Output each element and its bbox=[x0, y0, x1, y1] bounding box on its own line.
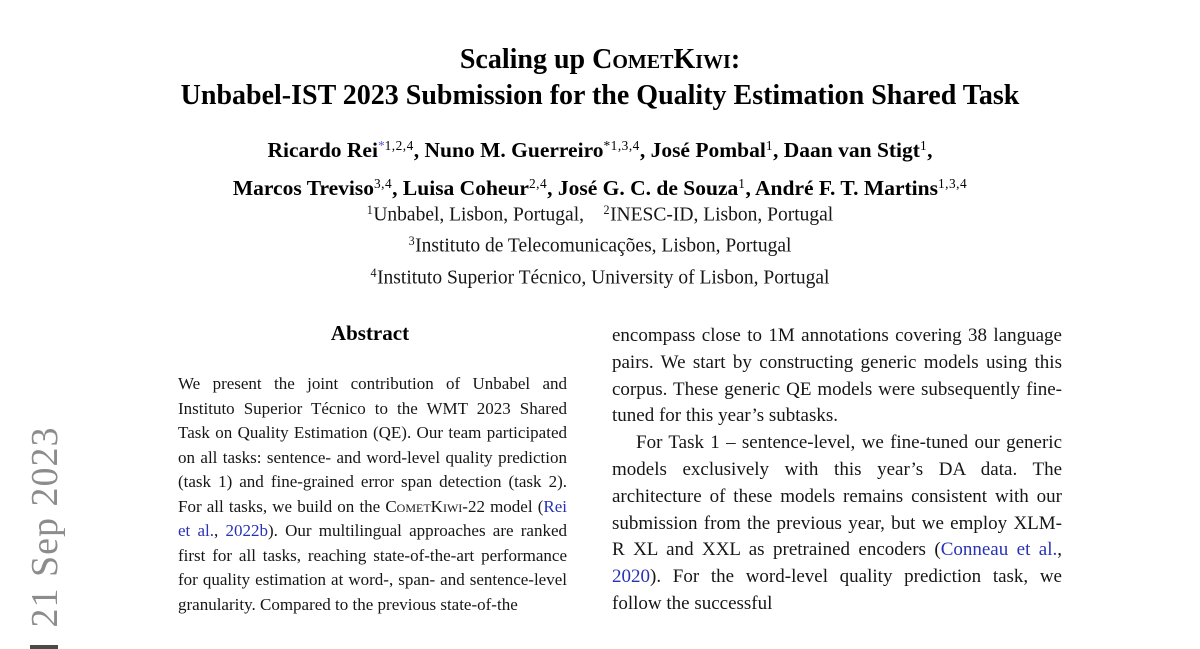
text-segment: We present the joint contribution of Unbabel and Instituto Superior Técnico to the WMT 2023 Shared Task on Quality Estimation (QE). Our team participated on all tasks: sentence- and word-level quality prediction (task 1) and fine-grained error span detection (task 2). For all tasks, we build on the bbox=[178, 374, 567, 516]
text-segment: , Nuno M. Guerreiro bbox=[413, 137, 604, 162]
text-segment: : bbox=[730, 44, 741, 75]
text-segment: -22 model ( bbox=[462, 496, 544, 516]
affiliation-line-3 bbox=[0, 260, 1200, 291]
left-column bbox=[160, 320, 580, 617]
affil-marker: 4 bbox=[370, 265, 378, 280]
author-affil-sup: 3,4 bbox=[374, 175, 393, 191]
paper-title-line2: Unbabel-IST 2023 Submission for the Quality Estimation Shared Task bbox=[180, 80, 1020, 111]
author-affil-sup: 1,2,4 bbox=[384, 138, 414, 153]
text-segment: , Luisa Coheur bbox=[392, 175, 529, 200]
text-segment: Marcos Treviso bbox=[232, 175, 374, 200]
abstract-text bbox=[178, 372, 567, 617]
affiliation-line-2 bbox=[0, 228, 1200, 259]
footnote-star: * bbox=[377, 138, 385, 153]
arxiv-date-watermark: 21 Sep 2023 bbox=[24, 426, 66, 628]
text-segment: Instituto Superior Técnico, University of Lisbon, Portugal bbox=[377, 266, 830, 288]
author-affil-sup: 1,3,4 bbox=[610, 138, 640, 153]
text-segment: Unbabel, Lisbon, Portugal, bbox=[373, 204, 604, 226]
text-segment: , bbox=[214, 521, 226, 540]
text-segment: Scaling up bbox=[459, 44, 593, 75]
author-list bbox=[0, 129, 1200, 205]
footnote-star: * bbox=[603, 138, 611, 153]
paper-title bbox=[0, 42, 1200, 114]
author-affil-sup: 1 bbox=[765, 138, 773, 153]
body-paragraph-task1 bbox=[612, 430, 1062, 618]
right-column bbox=[612, 323, 1062, 618]
abstract-heading: Abstract bbox=[330, 321, 410, 345]
text-segment: encompass close to 1M annotations covering 38 language pairs. We start by constructing generic models using this corpus. These generic QE models were subsequently fine-tuned for this year’s subtasks. bbox=[612, 325, 1062, 427]
author-affil-sup: 2,4 bbox=[528, 175, 548, 191]
text-segment: , André F. T. Martins bbox=[745, 175, 938, 200]
text-segment: , Daan van Stigt bbox=[773, 137, 920, 162]
text-segment: , bbox=[1057, 539, 1062, 561]
author-list-line1 bbox=[0, 129, 1200, 167]
body-paragraph-continued bbox=[612, 323, 1062, 430]
affil-marker: 1 bbox=[366, 203, 374, 217]
citation-link[interactable]: 2022b bbox=[225, 521, 268, 540]
citation-link[interactable]: Conneau et al. bbox=[940, 539, 1058, 561]
affiliations bbox=[0, 197, 1200, 291]
paper-title-line1 bbox=[0, 42, 1200, 78]
author-affil-sup: 1 bbox=[919, 138, 928, 153]
author-affil-sup: 1 bbox=[738, 175, 746, 191]
text-segment: For Task 1 – sentence-level, we fine-tuned our generic models exclusively with this year’s DA data. The architecture of these models remains consistent with our submission from the previous year, but we employ XLM-R XL and XXL as pretrained encoders ( bbox=[612, 432, 1062, 561]
arxiv-watermark-clipped-text bbox=[30, 645, 58, 649]
text-segment: INESC-ID, Lisbon, Portugal bbox=[610, 204, 834, 226]
text-segment: , José G. C. de Souza bbox=[547, 175, 739, 200]
affil-marker: 3 bbox=[408, 234, 416, 249]
citation-link[interactable]: Rei et al. bbox=[178, 496, 567, 540]
citation-link[interactable]: 2020 bbox=[612, 566, 650, 588]
brand-cometkiwi: CometKiwi bbox=[385, 496, 463, 516]
text-segment: ). For the word-level quality prediction task, we follow the successful bbox=[612, 566, 1062, 614]
text-segment: Instituto de Telecomunicações, Lisbon, Portugal bbox=[415, 235, 792, 257]
text-segment: Ricardo Rei bbox=[267, 137, 378, 162]
text-segment: , bbox=[927, 137, 933, 162]
text-segment: ). Our multilingual approaches are ranked first for all tasks, reaching state-of-the-art performance for quality estimation at word-, span- and sentence-level granularity. Compared to the previous state-of-the bbox=[178, 521, 567, 614]
author-affil-sup: 1,3,4 bbox=[937, 175, 968, 191]
affil-marker: 2 bbox=[603, 203, 611, 217]
brand-cometkiwi: CometKiwi bbox=[592, 44, 731, 75]
affiliation-line-1 bbox=[0, 197, 1200, 228]
text-segment: , José Pombal bbox=[639, 137, 766, 162]
